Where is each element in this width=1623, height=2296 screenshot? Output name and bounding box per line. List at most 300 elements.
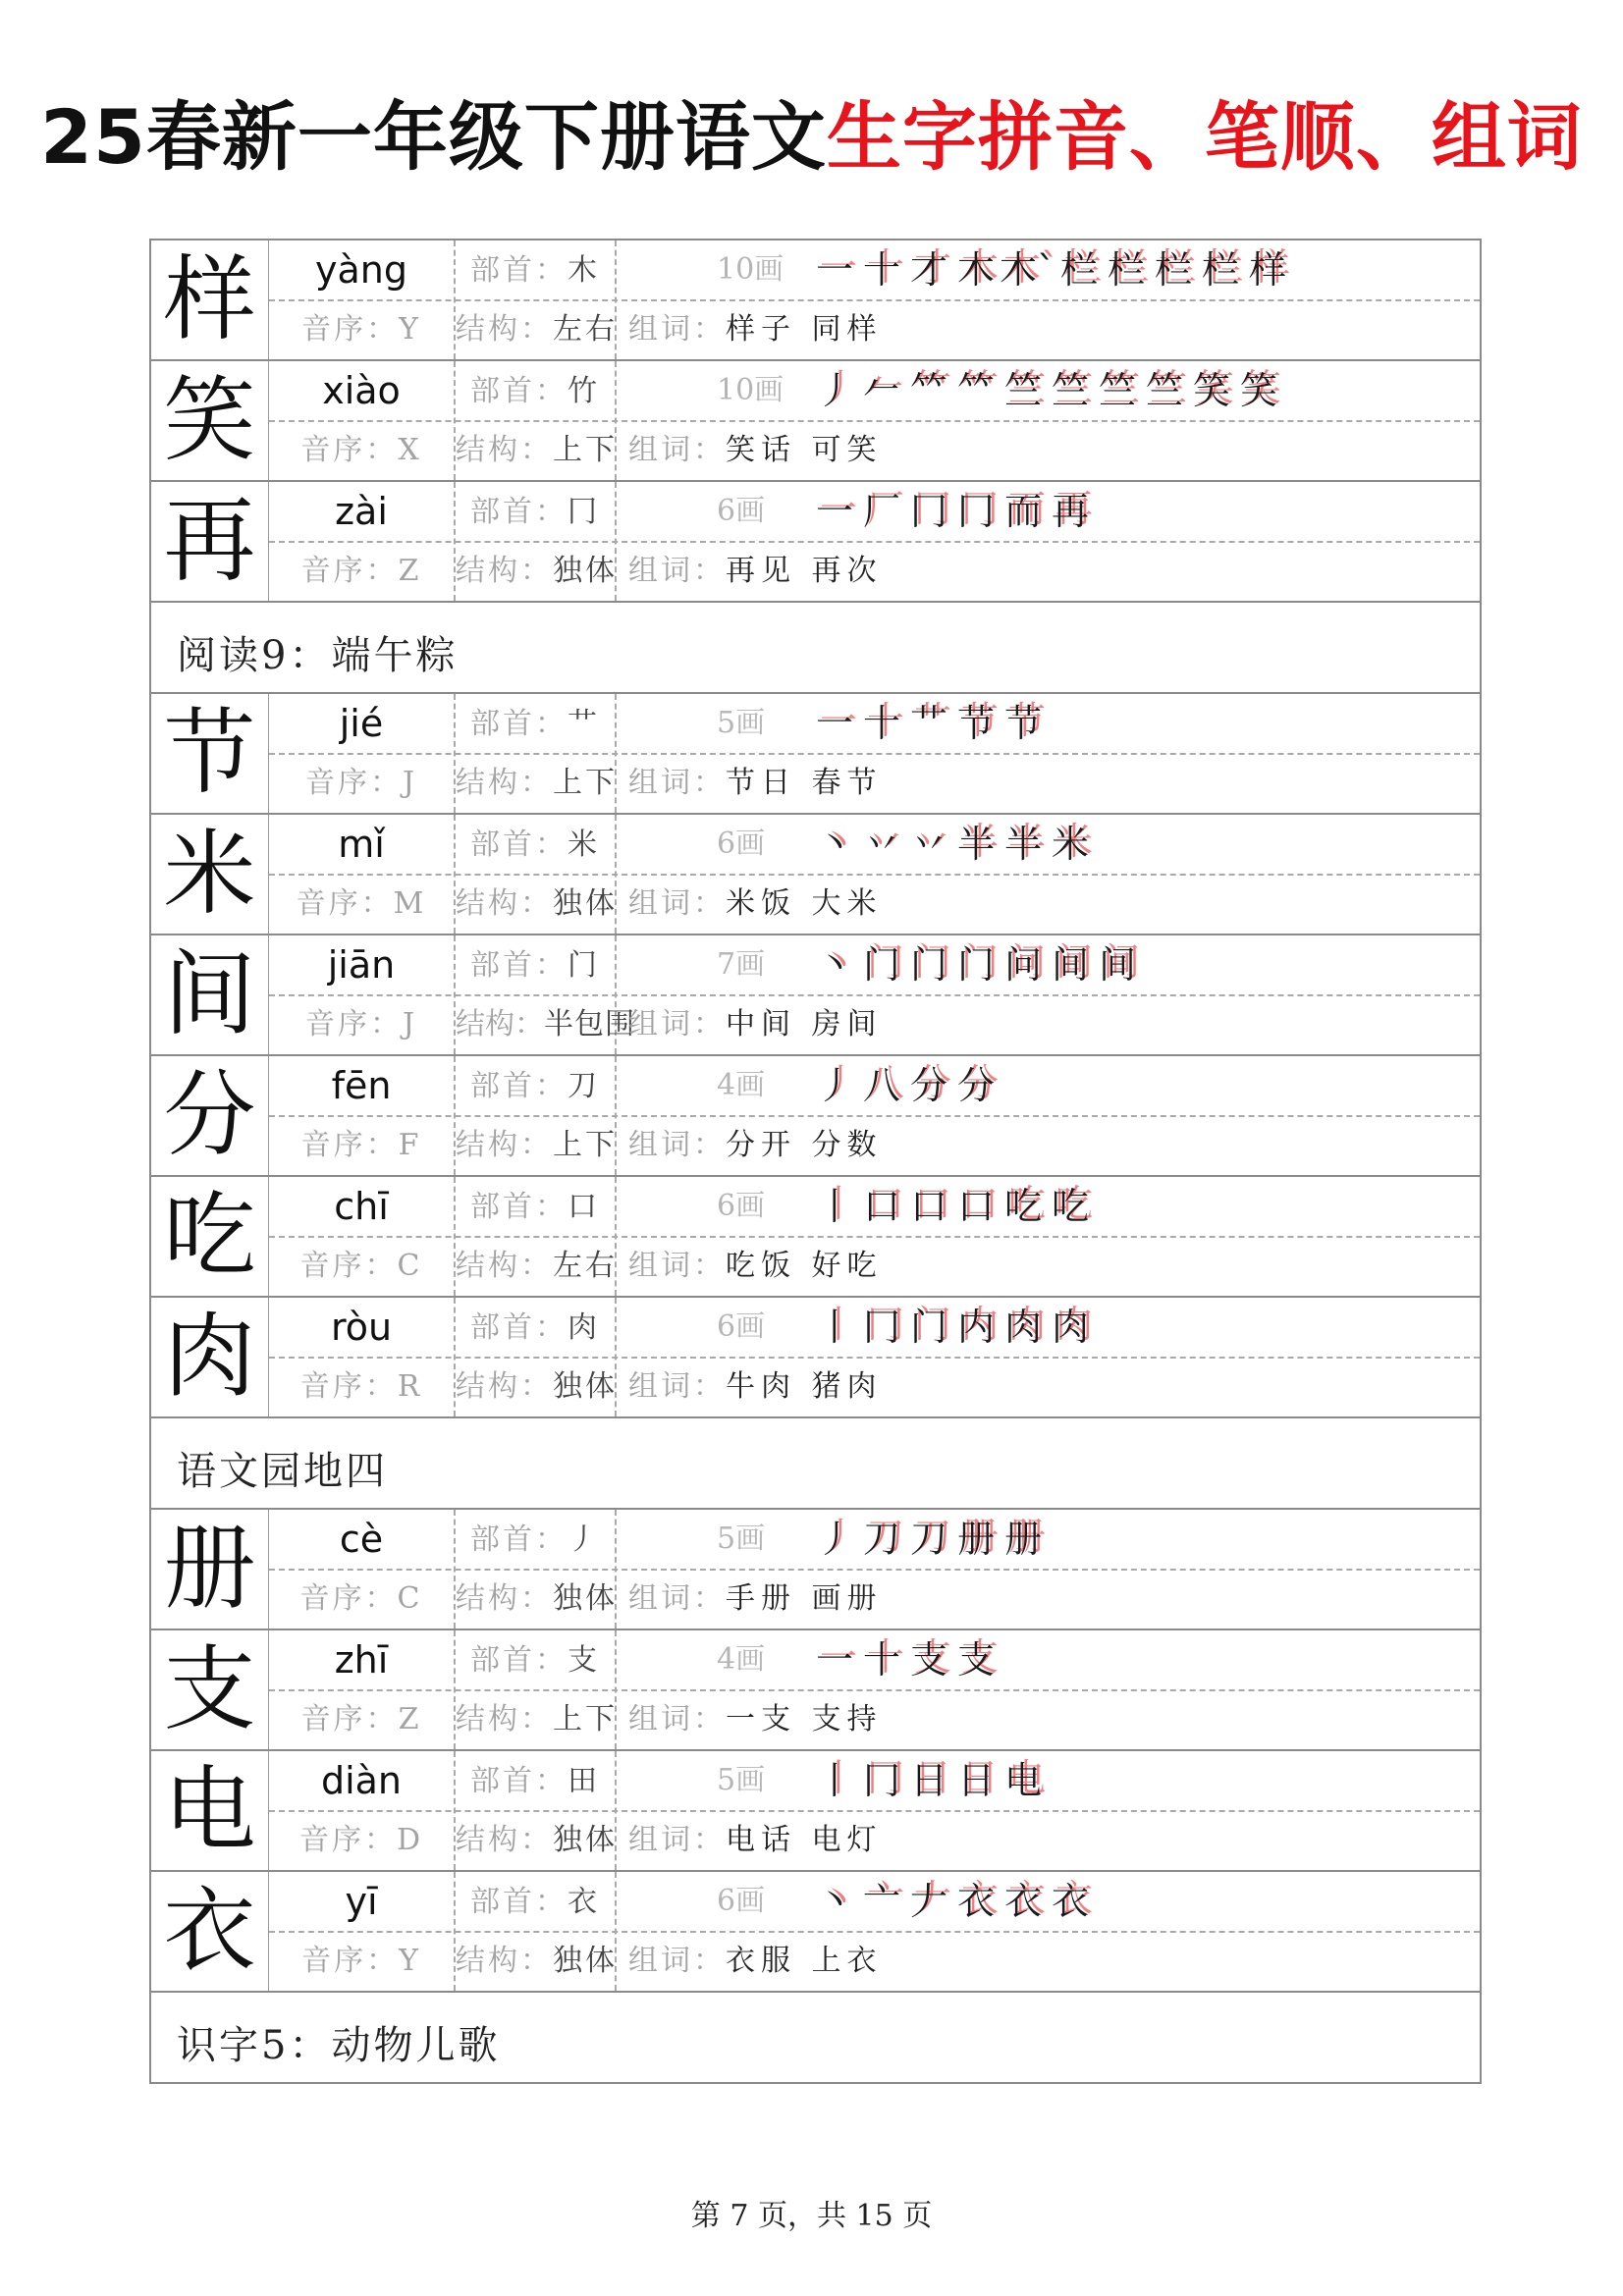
radical-value: 刀 (568, 1069, 600, 1103)
radical-label: 部首： (470, 1643, 568, 1678)
radical-label: 部首： (470, 948, 568, 983)
structure-label: 结构： (456, 1128, 553, 1162)
char-row (151, 359, 1480, 480)
stroke-count: 10画 (717, 373, 784, 407)
words-label: 组词： (628, 1128, 726, 1162)
order-value: C (397, 1581, 423, 1616)
stroke-step: 门 (956, 943, 995, 987)
stroke-step: 八 (862, 1064, 900, 1107)
structure-cell (456, 996, 635, 1053)
structure-label: 结构： (456, 1369, 553, 1404)
char-row (151, 1296, 1480, 1416)
order-cell (269, 876, 454, 933)
stroke-step: 栏 (1060, 248, 1099, 292)
section-title: 识字5：动物儿歌 (177, 2023, 501, 2068)
structure-value: 独体 (553, 1581, 618, 1616)
structure-value: 独体 (553, 554, 618, 588)
hanzi-character: 米 (151, 815, 269, 934)
stroke-step: 笑 (1192, 369, 1230, 412)
words-cell (628, 876, 883, 933)
hanzi-character: 分 (151, 1056, 269, 1175)
stroke-order (811, 935, 1141, 994)
pinyin: zài (335, 490, 388, 533)
stroke-count: 6画 (717, 1884, 766, 1918)
stroke-step: 半 (956, 823, 995, 866)
order-value: Z (398, 554, 422, 588)
pinyin: yàng (315, 248, 407, 292)
words-value: 中间 房间 (726, 1007, 883, 1041)
stroke-step: 竺 (1003, 369, 1042, 412)
structure-value: 上下 (553, 1128, 618, 1162)
structure-label: 结构： (456, 766, 553, 800)
pinyin: jiān (327, 943, 396, 987)
stroke-order (811, 694, 1047, 753)
order-cell (269, 301, 454, 358)
stroke-step: 𥫗 (909, 369, 947, 412)
radical-label: 部首： (470, 707, 568, 741)
stroke-step: 间 (1098, 943, 1136, 987)
stroke-step: 笑 (1239, 369, 1277, 412)
structure-value: 上下 (553, 1702, 618, 1736)
structure-cell (456, 1571, 618, 1628)
title-black: 25春新一年级下册语文 (40, 93, 827, 181)
structure-value: 独体 (553, 886, 618, 921)
stroke-step: 衣 (1003, 1880, 1042, 1923)
order-cell (269, 1238, 454, 1295)
stroke-step: 栏 (1108, 248, 1146, 292)
structure-label: 结构： (456, 433, 553, 467)
order-cell (269, 422, 454, 479)
order-value: J (402, 766, 418, 800)
order-value: X (398, 433, 422, 467)
char-row (151, 1175, 1480, 1296)
radical-value: 肉 (568, 1310, 600, 1345)
pinyin: chī (334, 1185, 389, 1228)
stroke-step: 丿 (815, 369, 853, 412)
stroke-step: 丿 (815, 1518, 853, 1561)
structure-label: 结构： (456, 1007, 544, 1041)
page-title (0, 90, 1623, 185)
radical-label: 部首： (470, 1522, 568, 1557)
section-header (151, 1416, 1480, 1508)
radical-cell (456, 937, 615, 994)
stroke-step: 丶 (815, 1880, 853, 1923)
words-value: 节日 春节 (726, 766, 883, 800)
radical-cell (456, 363, 615, 420)
page-footer: 第 7 页，共 15 页 (690, 2199, 933, 2233)
stroke-step: 竺 (1098, 369, 1136, 412)
order-label: 音序： (298, 1823, 397, 1857)
stroke-step: 支 (956, 1638, 995, 1682)
stroke-step: 间 (1051, 943, 1089, 987)
stroke-step: 分 (909, 1064, 947, 1107)
words-value: 吃饭 好吃 (726, 1249, 883, 1283)
order-value: M (393, 886, 427, 921)
stroke-step: 丷 (909, 823, 947, 866)
stroke-count: 6画 (717, 1189, 766, 1223)
order-cell (269, 1691, 454, 1748)
stroke-count: 10画 (717, 252, 784, 287)
order-cell (269, 1117, 454, 1174)
stroke-step: 一 (815, 248, 853, 292)
char-row (151, 1054, 1480, 1175)
char-row (151, 934, 1480, 1054)
structure-value: 左右 (553, 1249, 618, 1283)
stroke-step: 冂 (909, 490, 947, 533)
words-value: 牛肉 猪肉 (726, 1369, 883, 1404)
radical-value: 米 (568, 828, 600, 862)
stroke-order (811, 1751, 1047, 1810)
structure-value: 左右 (553, 312, 618, 347)
stroke-step: 节 (956, 702, 995, 745)
structure-cell (456, 422, 618, 479)
structure-cell (456, 543, 618, 600)
order-cell (269, 1933, 454, 1990)
structure-label: 结构： (456, 312, 553, 347)
order-label: 音序： (300, 433, 399, 467)
stroke-order (811, 1177, 1094, 1236)
stroke-step: 一 (815, 490, 853, 533)
order-label: 音序： (299, 1581, 398, 1616)
order-value: D (396, 1823, 424, 1857)
pinyin: ròu (330, 1306, 393, 1349)
pinyin: cè (339, 1518, 384, 1561)
stroke-step: 冂 (862, 1306, 900, 1349)
order-value: R (397, 1369, 423, 1404)
char-row (151, 1508, 1480, 1629)
stroke-step: 丷 (862, 823, 900, 866)
stroke-step: 支 (909, 1638, 947, 1682)
char-row (151, 1629, 1480, 1749)
words-value: 一支 支持 (726, 1702, 883, 1736)
order-label: 音序： (304, 766, 403, 800)
words-cell (628, 1359, 883, 1415)
stroke-step: 米 (1051, 823, 1089, 866)
words-cell (628, 996, 883, 1053)
radical-label: 部首： (470, 1190, 568, 1224)
stroke-step: 竺 (1051, 369, 1089, 412)
stroke-count: 4画 (717, 1068, 766, 1102)
structure-value: 独体 (553, 1944, 618, 1978)
hanzi-character: 吃 (151, 1177, 269, 1296)
stroke-step: 厂 (862, 490, 900, 533)
words-cell (628, 1691, 883, 1748)
stroke-step: 竺 (1145, 369, 1183, 412)
pinyin: yī (345, 1880, 378, 1923)
structure-label: 结构： (456, 1823, 553, 1857)
words-label: 组词： (628, 1823, 726, 1857)
stroke-step: 一 (815, 702, 853, 745)
stroke-count: 7画 (717, 947, 766, 982)
words-cell (628, 1117, 883, 1174)
radical-value: 艹 (568, 707, 600, 741)
stroke-step: 十 (862, 248, 900, 292)
words-value: 电话 电灯 (726, 1823, 883, 1857)
hanzi-character: 笑 (151, 361, 269, 480)
stroke-step: 样 (1249, 248, 1287, 292)
structure-cell (456, 1238, 618, 1295)
stroke-step: 丶 (815, 823, 853, 866)
structure-cell (456, 301, 618, 358)
order-value: F (398, 1128, 422, 1162)
order-value: C (397, 1249, 423, 1283)
stroke-step: 半 (1003, 823, 1042, 866)
stroke-step: 日 (909, 1759, 947, 1802)
pinyin: diàn (320, 1759, 403, 1802)
radical-cell (456, 1179, 615, 1236)
radical-value: 支 (568, 1643, 600, 1678)
radical-cell (456, 484, 615, 541)
radical-label: 部首： (470, 1069, 568, 1103)
structure-value: 独体 (553, 1369, 618, 1404)
char-row (151, 1870, 1480, 1991)
radical-cell (456, 1874, 615, 1931)
words-label: 组词： (628, 1581, 726, 1616)
pinyin: zhī (334, 1638, 389, 1682)
stroke-step: 亠 (862, 1880, 900, 1923)
words-label: 组词： (628, 312, 726, 347)
title-red: 生字拼音、笔顺、组词 (826, 93, 1583, 181)
stroke-order (811, 1630, 1000, 1689)
stroke-step: 肉 (1051, 1306, 1089, 1349)
words-label: 组词： (628, 1007, 726, 1041)
stroke-order (811, 1510, 1047, 1569)
radical-value: 木 (568, 253, 600, 288)
stroke-step: 冂 (956, 490, 995, 533)
hanzi-character: 节 (151, 694, 269, 813)
structure-value: 上下 (553, 433, 618, 467)
stroke-step: 衣 (956, 1880, 995, 1923)
hanzi-character: 册 (151, 1510, 269, 1629)
pinyin: jié (339, 702, 384, 745)
stroke-step: 册 (956, 1518, 995, 1561)
pinyin: mǐ (338, 823, 385, 866)
radical-label: 部首： (470, 1764, 568, 1798)
stroke-step: 才 (909, 248, 947, 292)
stroke-order (811, 482, 1094, 541)
words-cell (628, 1238, 883, 1295)
stroke-order (811, 361, 1282, 420)
words-label: 组词： (628, 433, 726, 467)
order-label: 音序： (300, 1128, 399, 1162)
words-cell (628, 422, 883, 479)
hanzi-character: 电 (151, 1751, 269, 1870)
stroke-step: 分 (956, 1064, 995, 1107)
radical-label: 部首： (470, 828, 568, 862)
stroke-step: 口 (956, 1185, 995, 1228)
words-label: 组词： (628, 1249, 726, 1283)
stroke-count: 4画 (717, 1642, 766, 1677)
order-label: 音序： (296, 886, 394, 921)
structure-cell (456, 755, 618, 812)
radical-label: 部首： (470, 1310, 568, 1345)
structure-label: 结构： (456, 554, 553, 588)
words-label: 组词： (628, 766, 726, 800)
stroke-step: 𥫗 (956, 369, 995, 412)
words-cell (628, 543, 883, 600)
stroke-order (811, 1298, 1094, 1357)
radical-label: 部首： (470, 1885, 568, 1919)
hanzi-character: 间 (151, 935, 269, 1054)
structure-cell (456, 1359, 618, 1415)
stroke-count: 5画 (717, 1522, 766, 1556)
structure-cell (456, 1691, 618, 1748)
stroke-step: 日 (956, 1759, 995, 1802)
stroke-step: 一 (815, 1638, 853, 1682)
stroke-step: 木 (956, 248, 995, 292)
order-label: 音序： (301, 312, 400, 347)
radical-value: 田 (568, 1764, 600, 1798)
words-label: 组词： (628, 886, 726, 921)
radical-value: 门 (568, 948, 600, 983)
stroke-step: 册 (1003, 1518, 1042, 1561)
stroke-count: 6画 (717, 1309, 766, 1344)
structure-label: 结构： (456, 1249, 553, 1283)
stroke-count: 6画 (717, 494, 766, 528)
radical-cell (456, 1753, 615, 1810)
stroke-step: 门 (862, 943, 900, 987)
stroke-step: 𠂇 (909, 1880, 947, 1923)
order-value: Z (398, 1702, 422, 1736)
radical-cell (456, 817, 615, 874)
stroke-step: 丨 (815, 1759, 853, 1802)
section-title: 语文园地四 (177, 1449, 388, 1494)
stroke-step: 木` (1000, 248, 1056, 292)
stroke-step: 十 (862, 702, 900, 745)
radical-cell (456, 242, 615, 299)
stroke-step: 衣 (1051, 1880, 1089, 1923)
stroke-step: 冂 (862, 1759, 900, 1802)
words-label: 组词： (628, 554, 726, 588)
order-label: 音序： (300, 1702, 399, 1736)
stroke-order (811, 240, 1291, 299)
structure-label: 结构： (456, 886, 553, 921)
char-row (151, 1749, 1480, 1870)
words-value: 笑话 可笑 (726, 433, 883, 467)
radical-cell (456, 1058, 615, 1115)
order-label: 音序： (304, 1007, 403, 1041)
radical-cell (456, 1512, 615, 1569)
stroke-step: 节 (1003, 702, 1042, 745)
structure-cell (456, 1812, 618, 1869)
hanzi-character: 样 (151, 240, 269, 359)
section-title: 阅读9：端午粽 (177, 633, 459, 678)
char-row (151, 692, 1480, 813)
words-label: 组词： (628, 1944, 726, 1978)
stroke-step: 𠂉 (862, 369, 900, 412)
stroke-order (811, 815, 1094, 874)
radical-label: 部首： (470, 495, 568, 529)
words-value: 分开 分数 (726, 1128, 883, 1162)
words-value: 样子 同样 (726, 312, 883, 347)
radical-cell (456, 696, 615, 753)
radical-cell (456, 1300, 615, 1357)
order-cell (269, 755, 454, 812)
hanzi-character: 肉 (151, 1298, 269, 1416)
words-cell (628, 1812, 883, 1869)
order-label: 音序： (299, 1369, 398, 1404)
order-cell (269, 1359, 454, 1415)
radical-value: 冂 (568, 495, 600, 529)
radical-value: 衣 (568, 1885, 600, 1919)
char-row (151, 813, 1480, 934)
stroke-step: 栏 (1202, 248, 1240, 292)
stroke-step: 栏 (1155, 248, 1193, 292)
stroke-step: 再 (1051, 490, 1089, 533)
words-value: 手册 画册 (726, 1581, 883, 1616)
words-cell (628, 1933, 883, 1990)
words-label: 组词： (628, 1702, 726, 1736)
structure-label: 结构： (456, 1944, 553, 1978)
stroke-step: 丨 (815, 1306, 853, 1349)
stroke-step: 口 (862, 1185, 900, 1228)
pinyin: fēn (331, 1064, 392, 1107)
char-row (151, 239, 1480, 359)
words-cell (628, 755, 883, 812)
stroke-step: 肉 (1003, 1306, 1042, 1349)
stroke-step: 吃 (1003, 1185, 1042, 1228)
character-table (149, 239, 1482, 2084)
stroke-step: 丶 (815, 943, 853, 987)
structure-value: 半包围 (544, 1007, 635, 1041)
structure-value: 上下 (553, 766, 618, 800)
stroke-step: 而 (1003, 490, 1042, 533)
words-value: 再见 再次 (726, 554, 883, 588)
hanzi-character: 支 (151, 1630, 269, 1749)
structure-cell (456, 876, 618, 933)
order-value: J (402, 1007, 418, 1041)
stroke-step: 电 (1003, 1759, 1042, 1802)
stroke-order (811, 1872, 1094, 1931)
section-header (151, 601, 1480, 692)
structure-label: 结构： (456, 1581, 553, 1616)
stroke-step: 丨 (815, 1185, 853, 1228)
stroke-step: 刀 (909, 1518, 947, 1561)
stroke-step: 艹 (909, 702, 947, 745)
words-value: 衣服 上衣 (726, 1944, 883, 1978)
radical-value: 口 (568, 1190, 600, 1224)
structure-cell (456, 1933, 618, 1990)
stroke-step: 吃 (1051, 1185, 1089, 1228)
order-value: Y (399, 312, 421, 347)
stroke-count: 5画 (717, 1763, 766, 1797)
words-cell (628, 301, 883, 358)
words-label: 组词： (628, 1369, 726, 1404)
radical-label: 部首： (470, 253, 568, 288)
stroke-step: 刀 (862, 1518, 900, 1561)
pinyin: xiào (322, 369, 401, 412)
hanzi-character: 衣 (151, 1872, 269, 1991)
words-cell (628, 1571, 883, 1628)
stroke-step: 丿 (815, 1064, 853, 1107)
words-value: 米饭 大米 (726, 886, 883, 921)
stroke-count: 6画 (717, 827, 766, 861)
stroke-count: 5画 (717, 706, 766, 740)
structure-value: 独体 (553, 1823, 618, 1857)
radical-label: 部首： (470, 374, 568, 408)
structure-label: 结构： (456, 1702, 553, 1736)
stroke-step: 口 (909, 1185, 947, 1228)
stroke-step: 十 (862, 1638, 900, 1682)
section-header (151, 1991, 1480, 2082)
radical-cell (456, 1632, 615, 1689)
order-label: 音序： (301, 1944, 400, 1978)
hanzi-character: 再 (151, 482, 269, 601)
stroke-order (811, 1056, 1000, 1115)
order-cell (269, 1812, 454, 1869)
stroke-step: 门 (909, 1306, 947, 1349)
order-cell (269, 1571, 454, 1628)
